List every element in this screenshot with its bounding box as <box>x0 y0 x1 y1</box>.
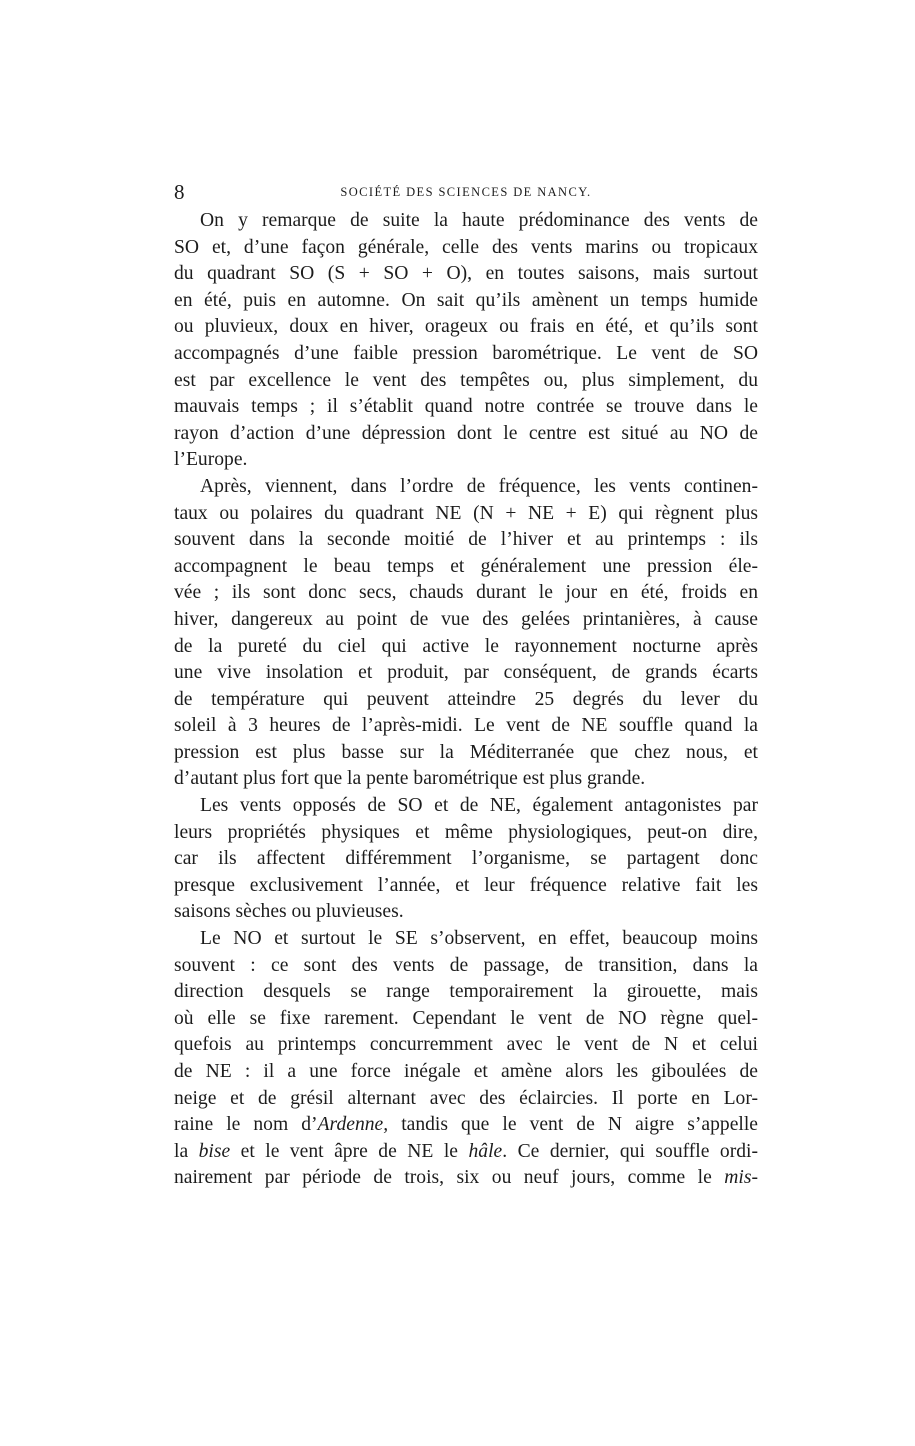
text-line <box>174 1112 758 1139</box>
text-line: vée ; ils sont donc secs, chauds durant le jour en été, froids en <box>174 582 758 604</box>
text-line: l’Europe. <box>174 449 248 471</box>
text-run: . Ce dernier, qui souffle ordi- <box>502 1140 758 1162</box>
italic-term: Ardenne, <box>317 1114 389 1136</box>
text-line: SO et, d’une façon générale, celle des vents marins ou tropicaux <box>174 236 758 258</box>
text-line: de NE : il a une force inégale et amène alors les giboulées de <box>174 1061 758 1082</box>
page-number: 8 <box>174 180 185 204</box>
text-line: ou pluvieux, doux en hiver, orageux ou frais en été, et qu’ils sont <box>174 316 758 338</box>
text-run: nairement par période de trois, six ou neuf jours, comme le <box>174 1167 725 1189</box>
text-line: Après, viennent, dans l’ordre de fréquence, les vents continen- <box>200 475 758 497</box>
text-line: neige et de grésil alternant avec des éclaircies. Il porte en Lor- <box>174 1087 758 1109</box>
text-line: On y remarque de suite la haute prédominance des vents de <box>200 210 758 231</box>
italic-term: bise <box>198 1140 231 1162</box>
text-line: leurs propriétés physiques et même physiologiques, peut-on dire, <box>174 821 758 843</box>
text-line: d’autant plus fort que la pente barométrique est plus grande. <box>174 768 646 790</box>
paragraph-3 <box>174 793 758 926</box>
text-line: Les vents opposés de SO et de NE, également antagonistes par <box>200 795 758 817</box>
text-line: soleil à 3 heures de l’après-midi. Le vent de NE souffle quand la <box>174 715 758 737</box>
text-line: quefois au printemps concurremment avec le vent de N et celui <box>174 1034 758 1056</box>
text-line: accompagnent le beau temps et généralement une pression éle- <box>174 555 758 577</box>
text-line: mauvais temps ; il s’établit quand notre contrée se trouve dans le <box>174 396 758 418</box>
paragraph-1 <box>174 208 758 474</box>
body-text <box>174 208 758 1192</box>
text-line: en été, puis en automne. On sait qu’ils amènent un temps humide <box>174 289 758 311</box>
text-line: rayon d’action d’une dépression dont le centre est situé au NO de <box>174 422 758 444</box>
text-line: presque exclusivement l’année, et leur fréquence relative fait les <box>174 874 758 896</box>
text-run: et le vent âpre de NE le <box>230 1140 469 1162</box>
italic-term: hâle <box>468 1140 503 1162</box>
text-line: Le NO et surtout le SE s’observent, en effet, beaucoup moins <box>200 928 758 950</box>
text-line <box>174 1165 758 1192</box>
text-line: du quadrant SO (S + SO + O), en toutes saisons, mais surtout <box>174 263 758 285</box>
paragraph-2 <box>174 474 758 793</box>
text-line: est par excellence le vent des tempêtes ou, plus simplement, du <box>174 369 758 391</box>
text-line: car ils affectent différemment l’organisme, se partagent donc <box>174 848 758 870</box>
paragraph-4 <box>174 926 758 1192</box>
text-line: hiver, dangereux au point de vue des gelées printanières, à cause <box>174 608 758 630</box>
text-line: de température qui peuvent atteindre 25 degrés du lever du <box>174 688 758 710</box>
running-title: SOCIÉTÉ DES SCIENCES DE NANCY. <box>340 185 592 199</box>
text-line: taux ou polaires du quadrant NE (N + NE + E) qui règnent plus <box>174 502 758 524</box>
text-line: accompagnés d’une faible pression barométrique. Le vent de SO <box>174 342 758 364</box>
text-line: souvent : ce sont des vents de passage, de transition, dans la <box>174 954 758 976</box>
text-run: raine le nom d’ <box>174 1114 318 1136</box>
text-line: saisons sèches ou pluvieuses. <box>174 901 404 923</box>
italic-term: mis- <box>724 1167 758 1189</box>
text-line: une vive insolation et produit, par conséquent, de grands écarts <box>174 662 758 684</box>
text-line: pression est plus basse sur la Méditerranée que chez nous, et <box>174 741 758 763</box>
page-header <box>174 177 758 207</box>
text-run: tandis que le vent de N aigre s’appelle <box>388 1114 758 1136</box>
text-line <box>174 1139 758 1166</box>
text-line: où elle se fixe rarement. Cependant le vent de NO règne quel- <box>174 1007 758 1029</box>
text-line: de la pureté du ciel qui active le rayonnement nocturne après <box>174 635 758 657</box>
text-line: direction desquels se range temporairement la girouette, mais <box>174 981 758 1003</box>
text-line: souvent dans la seconde moitié de l’hiver et au printemps : ils <box>174 529 758 551</box>
text-run: la <box>174 1140 199 1162</box>
